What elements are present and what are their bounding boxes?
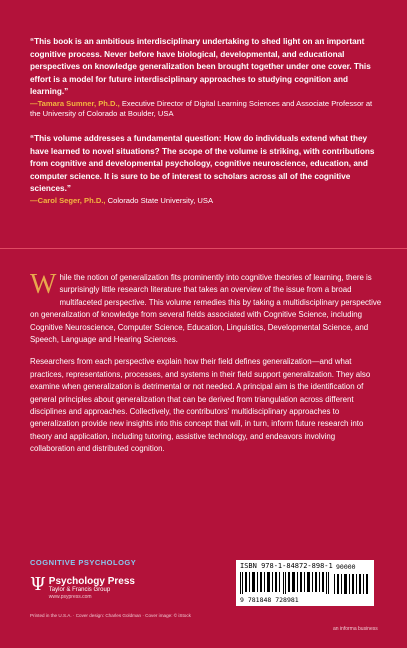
endorsement-attribution-1 (30, 99, 380, 120)
informa-mark: an informa business (333, 626, 378, 632)
publisher-logo (30, 576, 135, 601)
endorsement-quote-1: “This book is an ambitious interdisciplinary undertaking to shed light on an important cognitive process. Never before have biological, developmental, and educational perspectives on knowledge generalization been brought together under one cover. This effort is a model for future interdisciplinary approaches to studying cognition and learning.” (30, 37, 371, 97)
description-paragraph-2: Researchers from each perspective explain how their field defines generalization—and what practices, representations, processes, and systems in their field support generalization. They also examine when generalization is detrimental or not needed. A principal aim is the identification of general principles about generalization that can be derived from triangulation across different disciplines and approaches. Collectively, the contributors' multidisciplinary approaches to generalization provide new insights into this concept that will, in turn, inform future research into theory and application, including tutoring, assistive technology, and endeavors involving collaboration and distributed cognition. (30, 357, 371, 454)
ean-barcode-icon (240, 572, 330, 594)
endorsement-quote-2: “This volume addresses a fundamental question: How do individuals extend what they have learned to novel situations? The scope of the volume is striking, with contributions from cognitive and developmental psychology, cognitive neuroscience, education, and computer science. It is sure to be of interest to scholars across all of the cognitive sciences.” (30, 133, 375, 194)
isbn-text: ISBN 978-1-84872-898-1 (240, 562, 333, 570)
endorser-title-1: Executive Director of Digital Learning Sciences and Associate Professor at the University of Colorado at Boulder, USA (30, 98, 373, 119)
cover-credits: Printed in the U.S.A. · Cover design: Charles Goldman · Cover image: © iStock (30, 613, 191, 618)
publisher-website: www.psypress.com (48, 594, 92, 600)
endorsements (30, 36, 380, 219)
price-code: 90000 (336, 563, 356, 571)
book-description (30, 269, 382, 466)
barcode-block (236, 560, 374, 606)
barcode-number: 9 781848 728981 (240, 596, 299, 604)
description-text-1: hile the notion of generalization fits prominently into cognitive theories of learning, there is surprisingly little research literature that takes an overview of the issue from a broad multifaceted perspective. This volume remedies this by taking a multidisciplinary perspective on generalization of knowledge from several fields associated with Cognitive Science, including Cognitive Neuroscience, Computer Science, Education, Linguistics, Developmental Science, and Speech, Language and Hearing Sciences. (30, 273, 382, 345)
endorser-name-2: —Carol Seger, Ph.D., (30, 195, 106, 205)
category-label: COGNITIVE PSYCHOLOGY (30, 558, 137, 567)
endorsement-attribution-2 (30, 196, 380, 207)
addon-barcode-icon (334, 572, 368, 594)
psi-logo-icon: Ψ (30, 574, 46, 595)
endorser-title-2: Colorado State University, USA (105, 195, 214, 205)
description-paragraph-1 (30, 269, 382, 346)
drop-cap: W (30, 269, 57, 300)
endorser-name-1: —Tamara Sumner, Ph.D., (30, 98, 120, 108)
publisher-name: Psychology Press (48, 576, 135, 587)
section-divider (0, 248, 407, 249)
publisher-group: Taylor & Francis Group (48, 587, 111, 593)
